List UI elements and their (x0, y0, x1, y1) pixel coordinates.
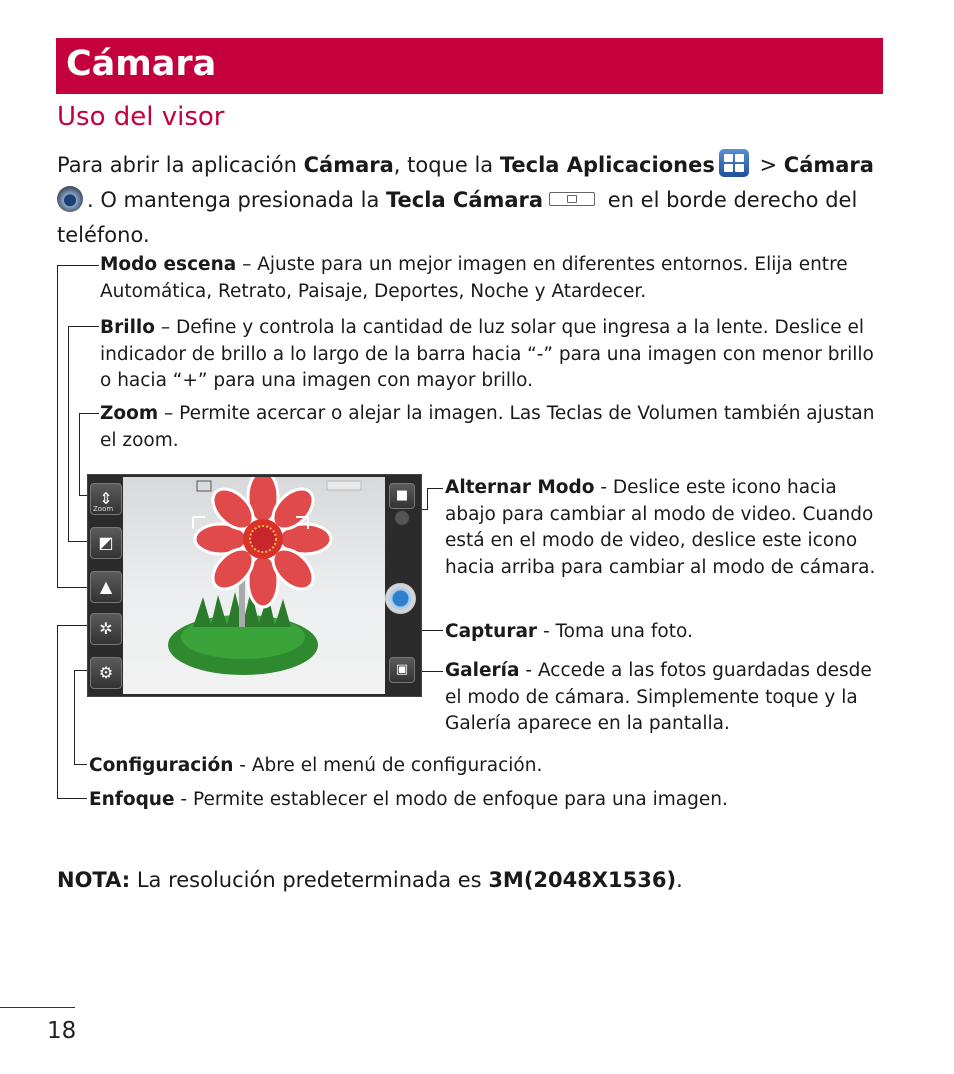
leader-line (427, 488, 428, 510)
leader-line (74, 670, 75, 765)
intro-paragraph (57, 148, 887, 253)
leader-line (68, 326, 99, 327)
callout-text: – Permite acercar o alejar la imagen. Las Teclas de Volumen también ajustan el zoom. (100, 403, 875, 451)
camera-app-icon (57, 186, 83, 212)
leader-line (57, 625, 89, 626)
camera-mode-icon: ■ (395, 488, 409, 503)
note-end: . (676, 868, 683, 892)
leader-line (68, 541, 89, 542)
callout-text: - Toma una foto. (537, 621, 693, 642)
leader-line (57, 265, 99, 266)
gallery-icon: ▣ (395, 662, 409, 677)
callout-label: Zoom (100, 403, 159, 424)
callout-label: Enfoque (89, 789, 175, 810)
callout-text: – Define y controla la cantidad de luz solar que ingresa a la lente. Deslice el indicador de brillo a lo largo de la barra hacia “-” para una imagen con menor brillo o hacia “+” para una imagen con mayor brillo. (100, 317, 874, 391)
leader-line (68, 326, 69, 542)
callout-label: Modo escena (100, 254, 237, 275)
brightness-icon: ◩ (98, 533, 114, 552)
gallery-button[interactable] (389, 657, 415, 683)
switch-mode-button[interactable] (389, 483, 415, 509)
callout-zoom (100, 401, 890, 454)
gear-icon: ⚙ (98, 663, 114, 682)
note-text: La resolución predeterminada es (130, 868, 489, 892)
focus-button[interactable] (90, 613, 122, 645)
intro-text: > (752, 153, 784, 177)
callout-text: - Abre el menú de configuración. (233, 755, 543, 776)
zoom-label: Zoom (93, 505, 114, 513)
apps-grid-icon (719, 149, 749, 177)
callout-label: Alternar Modo (445, 477, 595, 498)
scene-mode-button[interactable] (90, 571, 122, 603)
leader-line (79, 413, 99, 414)
zoom-icon: ⇕ (99, 489, 113, 508)
note-paragraph (57, 868, 683, 892)
leader-line (57, 587, 89, 588)
video-mode-icon (395, 511, 409, 525)
capture-button[interactable] (385, 583, 416, 614)
camera-key-icon (549, 192, 595, 206)
intro-bold: Tecla Aplicaciones (499, 153, 715, 177)
intro-bold: Cámara (783, 153, 874, 177)
viewfinder-photo (123, 477, 385, 694)
callout-label: Galería (445, 660, 520, 681)
brightness-button[interactable] (90, 527, 122, 559)
callout-gallery (445, 658, 885, 738)
callout-switch-mode (445, 475, 885, 581)
intro-text: , toque la (393, 153, 500, 177)
callout-focus (89, 787, 889, 814)
settings-button[interactable] (90, 657, 122, 689)
section-title: Uso del visor (57, 102, 225, 132)
footer-rule (0, 1007, 75, 1008)
focus-icon: ✲ (99, 619, 113, 638)
callout-label: Configuración (89, 755, 234, 776)
chapter-title: Cámara (66, 44, 217, 84)
leader-line (74, 764, 87, 765)
callout-brightness (100, 315, 890, 395)
flower-photo (123, 477, 385, 694)
intro-text: Para abrir la aplicación (57, 153, 304, 177)
leader-line (57, 798, 87, 799)
callout-text: - Deslice este icono hacia abajo para cambiar al modo de video. Cuando está en el modo de video, deslice este icono hacia arriba para cambiar al modo de cámara. (445, 477, 876, 578)
note-label: NOTA: (57, 868, 131, 892)
intro-text: . O mantenga presionada la (87, 188, 387, 212)
callout-settings (89, 753, 889, 780)
chapter-banner (56, 38, 883, 94)
camera-viewfinder-screenshot (87, 474, 422, 697)
intro-bold: Cámara (303, 153, 394, 177)
page-number: 18 (47, 1018, 77, 1044)
leader-line (79, 413, 80, 496)
note-value: 3M(2048X1536) (488, 868, 677, 892)
callout-label: Brillo (100, 317, 155, 338)
callout-text: - Accede a las fotos guardadas desde el modo de cámara. Simplemente toque y la Galería aparece en la pantalla. (445, 660, 872, 734)
callout-scene-mode (100, 252, 890, 305)
landscape-icon: ▲ (99, 577, 113, 596)
callout-label: Capturar (445, 621, 538, 642)
callout-text: - Permite establecer el modo de enfoque para una imagen. (174, 789, 728, 810)
leader-line (57, 265, 58, 588)
intro-bold: Tecla Cámara (386, 188, 544, 212)
leader-line (57, 625, 58, 799)
intro-text: en el borde derecho del teléfono. (57, 188, 858, 247)
leader-line (427, 488, 443, 489)
callout-capture (445, 619, 885, 646)
callout-text: – Ajuste para un mejor imagen en diferentes entornos. Elija entre Automática, Retrato, Paisaje, Deportes, Noche y Atardecer. (100, 254, 848, 302)
